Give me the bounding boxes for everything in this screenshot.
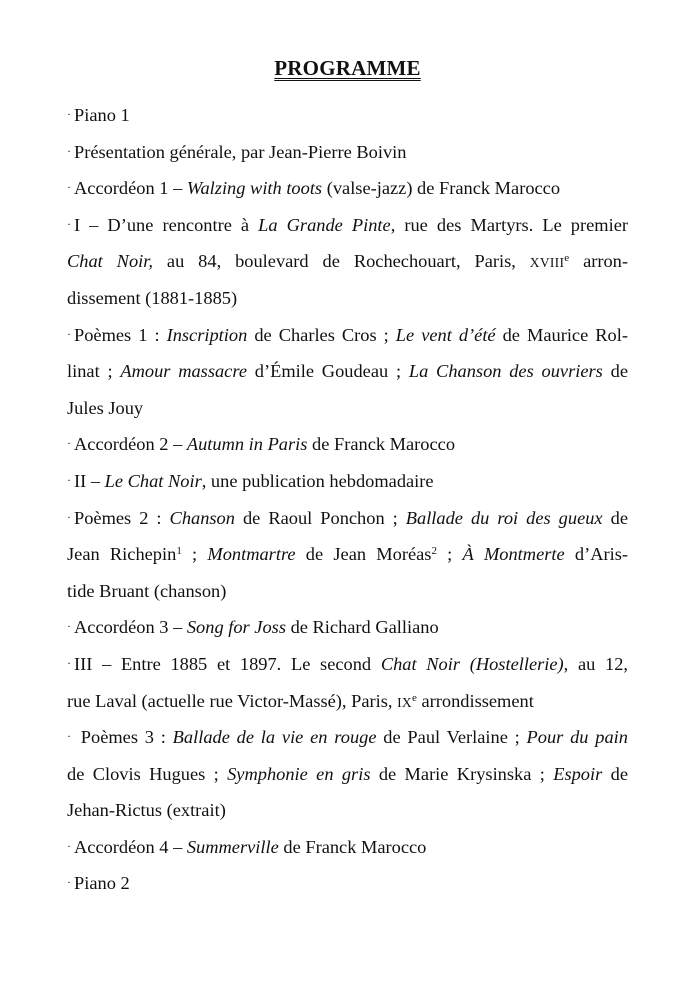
text-segment: Piano 1 [74, 105, 130, 125]
text-segment: Jean Richepin [67, 544, 177, 565]
italic-title: La Chanson des ouvriers [408, 361, 603, 382]
text-segment: de Paul Verlaine ; [376, 727, 527, 748]
programme-line [67, 539, 628, 576]
text-segment: arrondissement [416, 690, 534, 711]
bullet-icon: · [67, 180, 71, 195]
page-title [0, 56, 695, 81]
text-segment: de Raoul Ponchon ; [234, 507, 406, 528]
text-segment: III – Entre 1885 et 1897. Le second [74, 653, 381, 674]
text-segment: linat ; [67, 361, 121, 382]
text-segment: de Clovis Hugues ; [67, 763, 228, 784]
text-segment: Jules Jouy [67, 397, 144, 418]
programme-line [67, 576, 628, 613]
programme-item-accordeon-4 [67, 832, 628, 869]
programme-line [67, 137, 628, 174]
bullet-icon: · [67, 436, 71, 451]
programme-item-piano-1 [67, 100, 628, 137]
superscript: e [411, 691, 417, 704]
text-segment: , une publication hebdomadaire [201, 470, 434, 491]
text-segment: II – [74, 470, 105, 491]
bullet-icon: · [67, 655, 71, 670]
text-segment: ; [181, 544, 208, 565]
italic-title: Symphonie en gris [227, 763, 371, 784]
italic-title: Montmartre [207, 544, 296, 565]
bullet-icon: · [67, 143, 71, 158]
bullet-icon: · [67, 729, 71, 744]
italic-title: Le Chat Noir [104, 470, 202, 491]
programme-line [67, 832, 628, 869]
programme-item-section-2 [67, 466, 628, 503]
text-segment: XVIII [529, 255, 565, 271]
text-segment: ; [436, 544, 463, 565]
italic-title: La Grande Pinte [258, 214, 391, 235]
italic-title: Le vent d’été [395, 324, 496, 345]
italic-title: Espoir [553, 763, 603, 784]
programme-line [67, 649, 628, 686]
italic-title: Amour massacre [120, 361, 247, 382]
text-segment: Jehan-Rictus (extrait) [67, 800, 226, 821]
programme-item-poemes-1 [67, 320, 628, 430]
programme-line [67, 868, 628, 905]
programme-line [67, 686, 628, 723]
text-segment: Accordéon 2 – [74, 434, 187, 455]
programme-line [67, 722, 628, 759]
text-segment: Poèmes 1 : [74, 324, 167, 345]
text-segment: de Jean Moréas [295, 544, 432, 565]
italic-title: Ballade de la vie en rouge [172, 727, 377, 748]
programme-item-presentation [67, 137, 628, 174]
bullet-icon: · [67, 619, 71, 634]
italic-title: Summerville [186, 836, 279, 857]
text-segment: tide Bruant (chanson) [67, 580, 227, 601]
programme-line [67, 466, 628, 503]
programme-line [67, 283, 628, 320]
bullet-icon: · [67, 107, 71, 121]
text-segment: I – D’une rencontre à [74, 214, 259, 235]
programme-list [67, 100, 628, 905]
italic-title: Autumn in Paris [186, 434, 308, 455]
text-segment: de [602, 361, 628, 382]
text-segment: rue Laval (actuelle rue Victor-Massé), Paris, [67, 690, 398, 711]
programme-line [67, 210, 628, 247]
text-segment: d’Aris- [564, 544, 628, 565]
italic-title: Song for Joss [186, 617, 286, 638]
superscript: 2 [431, 545, 437, 558]
text-segment: Accordéon 1 – [74, 178, 187, 199]
programme-line [67, 356, 628, 393]
text-segment: dissement (1881-1885) [67, 287, 238, 308]
text-segment: de Richard Galliano [285, 617, 439, 638]
italic-title: Chat Noir (Hostellerie) [380, 653, 564, 674]
title-text: PROGRAMME [274, 56, 421, 80]
text-segment: de Franck Marocco [278, 836, 427, 857]
italic-title: Walzing with toots [186, 178, 323, 199]
superscript: 1 [176, 545, 182, 558]
programme-item-section-3 [67, 649, 628, 722]
italic-title: À Montmerte [462, 544, 565, 565]
text-segment: arron- [569, 251, 628, 272]
text-segment: , au 12, [563, 653, 628, 674]
programme-line [67, 503, 628, 540]
italic-title: Chanson [169, 507, 235, 528]
text-segment: Poèmes 2 : [74, 507, 170, 528]
text-segment: Accordéon 3 – [74, 617, 187, 638]
bullet-icon: · [67, 472, 71, 487]
programme-line [67, 100, 628, 137]
programme-line [67, 393, 628, 430]
bullet-icon: · [67, 875, 71, 890]
bullet-icon: · [67, 326, 71, 341]
text-segment: de Maurice Rol- [495, 324, 628, 345]
text-segment: de Franck Marocco [307, 434, 456, 455]
text-segment: Accordéon 4 – [74, 836, 187, 857]
superscript: e [564, 252, 570, 265]
text-segment: Poèmes 3 : [74, 727, 173, 748]
programme-item-poemes-3 [67, 722, 628, 832]
italic-title: Inscription [166, 324, 248, 345]
text-segment: de [602, 763, 628, 784]
programme-item-accordeon-2 [67, 429, 628, 466]
programme-item-accordeon-1 [67, 173, 628, 210]
text-segment: Piano 2 [74, 873, 130, 894]
programme-line [67, 246, 628, 283]
bullet-icon: · [67, 216, 71, 231]
text-segment: au 84, boulevard de Rochechouart, Paris, [152, 251, 530, 272]
text-segment: (valse-jazz) de Franck Marocco [322, 178, 561, 199]
text-segment: d’Émile Goudeau ; [247, 361, 409, 382]
text-segment: de Charles Cros ; [247, 324, 396, 345]
programme-item-poemes-2 [67, 503, 628, 613]
programme-line [67, 612, 628, 649]
text-segment: IX [397, 694, 412, 710]
italic-title: Pour du pain [526, 727, 628, 748]
text-segment: , rue des Martyrs. Le premier [390, 214, 628, 235]
text-segment: de Marie Krysinska ; [370, 763, 554, 784]
italic-title: Ballade du roi des gueux [405, 507, 603, 528]
programme-line [67, 173, 628, 210]
bullet-icon: · [67, 509, 71, 524]
programme-item-piano-2 [67, 868, 628, 905]
programme-line [67, 759, 628, 796]
programme-item-accordeon-3 [67, 612, 628, 649]
text-segment: Présentation générale, par Jean-Pierre Boivin [74, 141, 407, 162]
programme-line [67, 795, 628, 832]
programme-line [67, 429, 628, 466]
italic-title: Chat Noir, [67, 251, 153, 272]
text-segment: de [602, 507, 628, 528]
programme-item-section-1 [67, 210, 628, 320]
programme-line [67, 320, 628, 357]
bullet-icon: · [67, 838, 71, 853]
